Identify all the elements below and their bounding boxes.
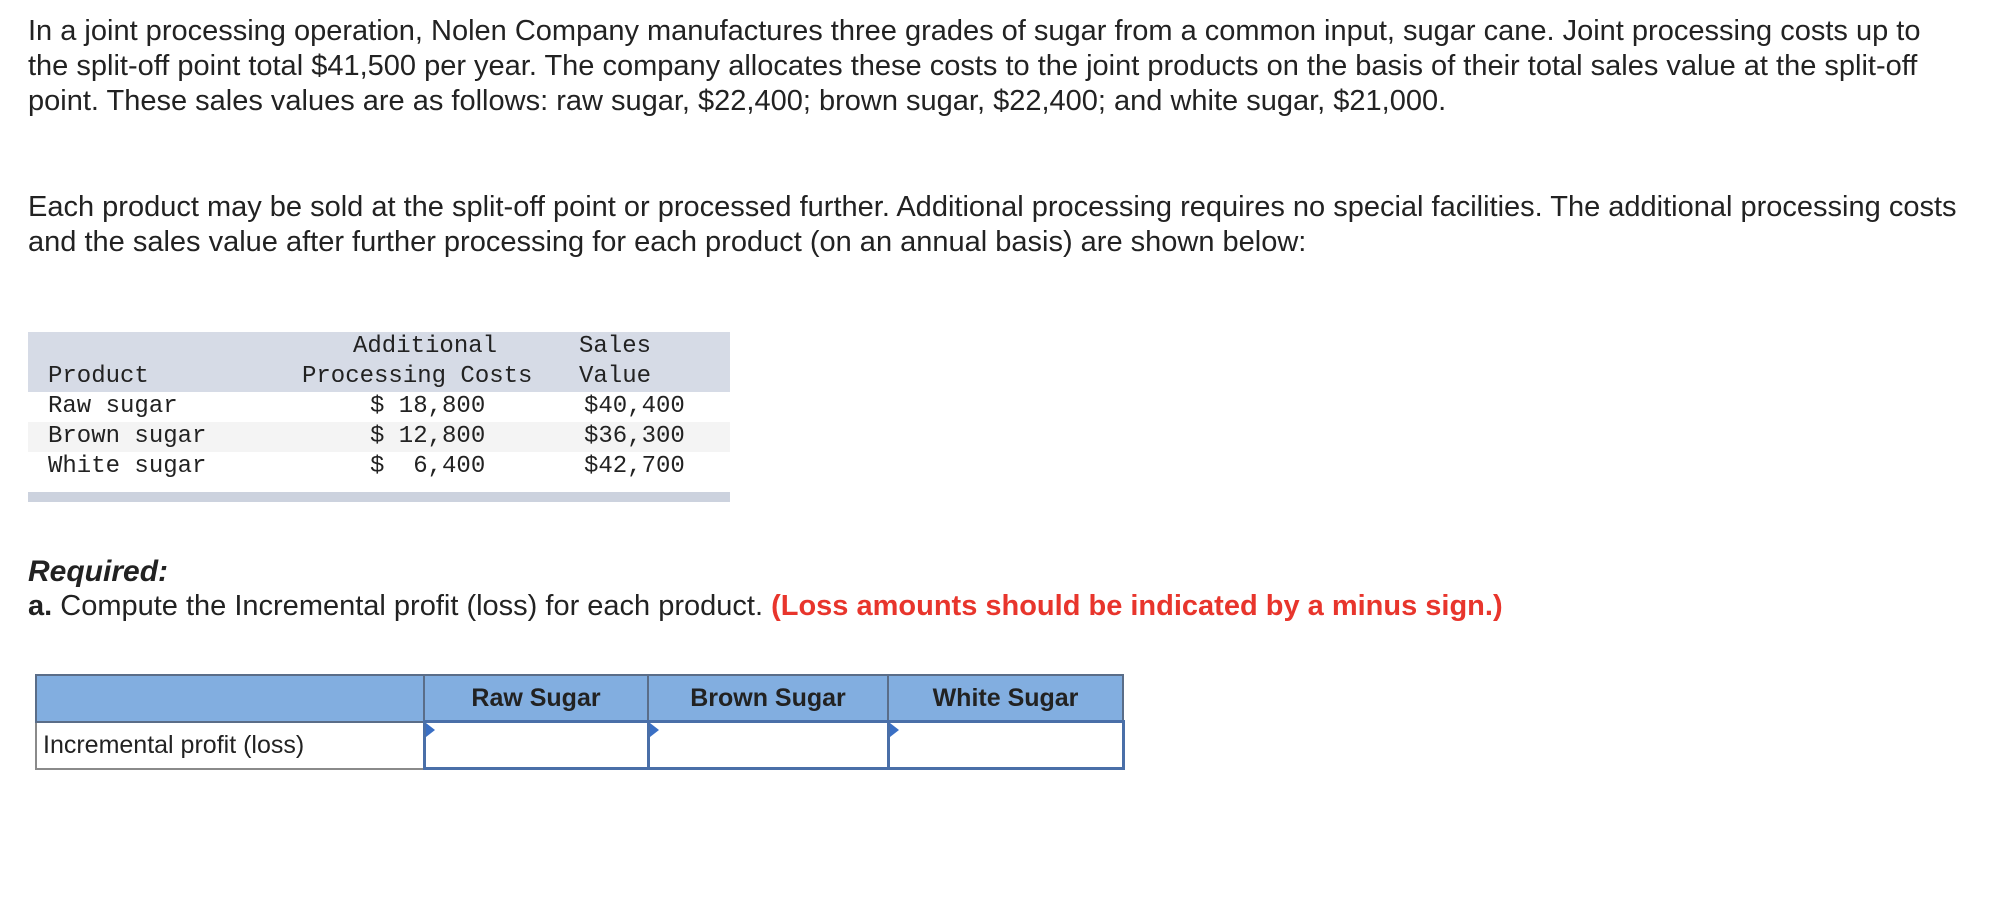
answer-header-blank <box>36 675 424 722</box>
row-sales: $40,400 <box>584 393 685 420</box>
question-prefix: a. <box>28 590 53 622</box>
row-cost: $ 12,800 <box>370 423 486 450</box>
white-sugar-profit-input[interactable] <box>890 723 1122 767</box>
product-data-table <box>28 332 730 502</box>
data-table-header <box>28 332 730 392</box>
col-header-brown-sugar: Brown Sugar <box>648 675 888 722</box>
brown-sugar-profit-input[interactable] <box>650 723 887 767</box>
header-sales-line1: Sales <box>579 333 652 360</box>
brown-sugar-input-cell <box>648 722 888 769</box>
data-row-white <box>28 452 730 482</box>
header-product: Product <box>48 363 149 390</box>
intro-paragraph: In a joint processing operation, Nolen Company manufactures three grades of sugar from a common input, sugar cane. Joint processing costs up to the split-off point total $41,500 per year. The company allocates these costs to the joint products on the basis of their total sales value at the split-off point. These sales values are as follows: raw sugar, $22,400; brown sugar, $22,400; and white sugar, $21,000. <box>28 15 1921 117</box>
data-row-raw <box>28 392 730 422</box>
row-product: Raw sugar <box>48 393 178 420</box>
loss-instruction: (Loss amounts should be indicated by a minus sign.) <box>771 590 1503 622</box>
answer-table <box>35 674 1125 770</box>
row-product: White sugar <box>48 453 207 480</box>
header-cost-line1: Additional <box>353 333 498 360</box>
row-cost: $ 6,400 <box>370 453 486 480</box>
answer-header-row <box>36 675 1123 722</box>
row-product: Brown sugar <box>48 423 207 450</box>
processing-paragraph: Each product may be sold at the split-off point or processed further. Additional processing requires no special facilities. The additional processing costs and the sales value after further processing for each product (on an annual basis) are shown below: <box>28 191 1957 258</box>
col-header-raw-sugar: Raw Sugar <box>424 675 648 722</box>
row-sales: $36,300 <box>584 423 685 450</box>
row-label-incremental-profit: Incremental profit (loss) <box>36 722 424 769</box>
row-cost: $ 18,800 <box>370 393 486 420</box>
col-header-white-sugar: White Sugar <box>888 675 1123 722</box>
raw-sugar-input-cell <box>424 722 648 769</box>
question-a <box>28 588 1503 624</box>
question-text: Compute the Incremental profit (loss) for each product. <box>52 590 772 622</box>
white-sugar-input-cell <box>888 722 1123 769</box>
header-sales-line2: Value <box>579 363 652 390</box>
header-cost-line2: Processing Costs <box>302 363 533 390</box>
data-row-brown <box>28 422 730 452</box>
required-heading: Required: <box>28 555 169 588</box>
answer-row-incremental-profit <box>36 722 1123 769</box>
raw-sugar-profit-input[interactable] <box>426 723 647 767</box>
row-sales: $42,700 <box>584 453 685 480</box>
data-table-footer-bar <box>28 492 730 502</box>
